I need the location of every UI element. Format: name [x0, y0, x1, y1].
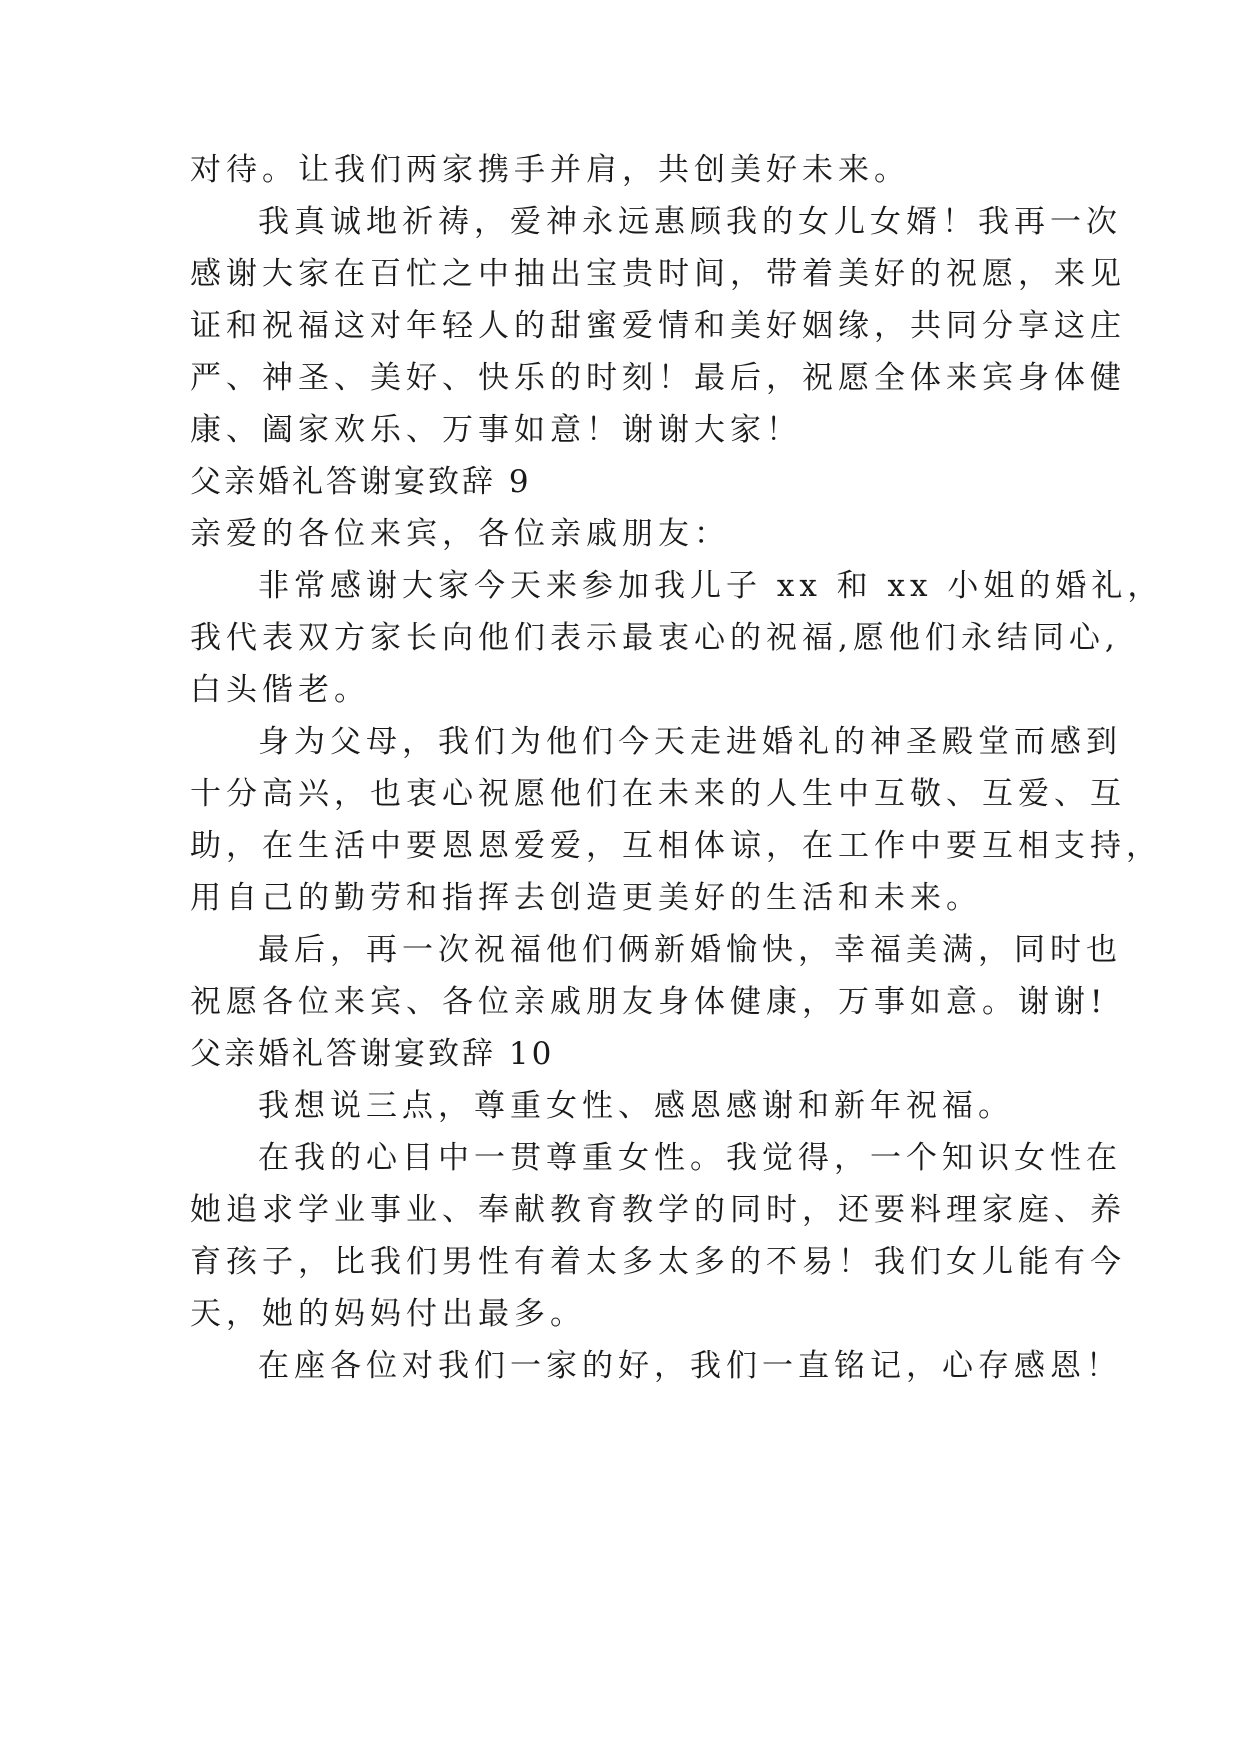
text-line: 我真诚地祈祷，爱神永远惠顾我的女儿女婿！我再一次: [258, 204, 1122, 240]
text-line: 助，在生活中要恩恩爱爱，互相体谅，在工作中要互相支持，: [190, 828, 1162, 864]
text-line: 身为父母，我们为他们今天走进婚礼的神圣殿堂而感到: [258, 724, 1122, 760]
text-line: 用自己的勤劳和指挥去创造更美好的生活和未来。: [190, 880, 982, 916]
text-line: 祝愿各位来宾、各位亲戚朋友身体健康，万事如意。谢谢!: [190, 984, 1108, 1020]
text-line: 我代表双方家长向他们表示最衷心的祝福,愿他们永结同心,: [190, 620, 1120, 656]
text-line: 感谢大家在百忙之中抽出宝贵时间，带着美好的祝愿，来见: [190, 256, 1126, 292]
salutation: 亲爱的各位来宾，各位亲戚朋友：: [190, 516, 730, 552]
text-line: 严、神圣、美好、快乐的时刻！最后，祝愿全体来宾身体健: [190, 360, 1126, 396]
text-line: 在我的心目中一贯尊重女性。我觉得，一个知识女性在: [258, 1140, 1122, 1176]
text-line: 最后，再一次祝福他们俩新婚愉快，幸福美满，同时也: [258, 932, 1122, 968]
text-line: 天，她的妈妈付出最多。: [190, 1296, 586, 1332]
text-line: 康、阖家欢乐、万事如意！谢谢大家！: [190, 412, 802, 448]
section-heading: 父亲婚礼答谢宴致辞 10: [190, 1036, 555, 1072]
text-line: 我想说三点，尊重女性、感恩感谢和新年祝福。: [258, 1088, 1014, 1124]
text-line: 对待。让我们两家携手并肩，共创美好未来。: [190, 152, 910, 188]
text-line: 她追求学业事业、奉献教育教学的同时，还要料理家庭、养: [190, 1192, 1126, 1228]
text-line: 在座各位对我们一家的好，我们一直铭记，心存感恩！: [258, 1348, 1122, 1384]
text-line: 育孩子，比我们男性有着太多太多的不易！我们女儿能有今: [190, 1244, 1126, 1280]
text-line: 白头偕老。: [190, 672, 370, 708]
text-line: 十分高兴，也衷心祝愿他们在未来的人生中互敬、互爱、互: [190, 776, 1126, 812]
section-heading: 父亲婚礼答谢宴致辞 9: [190, 464, 532, 500]
text-line: 非常感谢大家今天来参加我儿子 xx 和 xx 小姐的婚礼，: [258, 568, 1164, 604]
text-line: 证和祝福这对年轻人的甜蜜爱情和美好姻缘，共同分享这庄: [190, 308, 1126, 344]
